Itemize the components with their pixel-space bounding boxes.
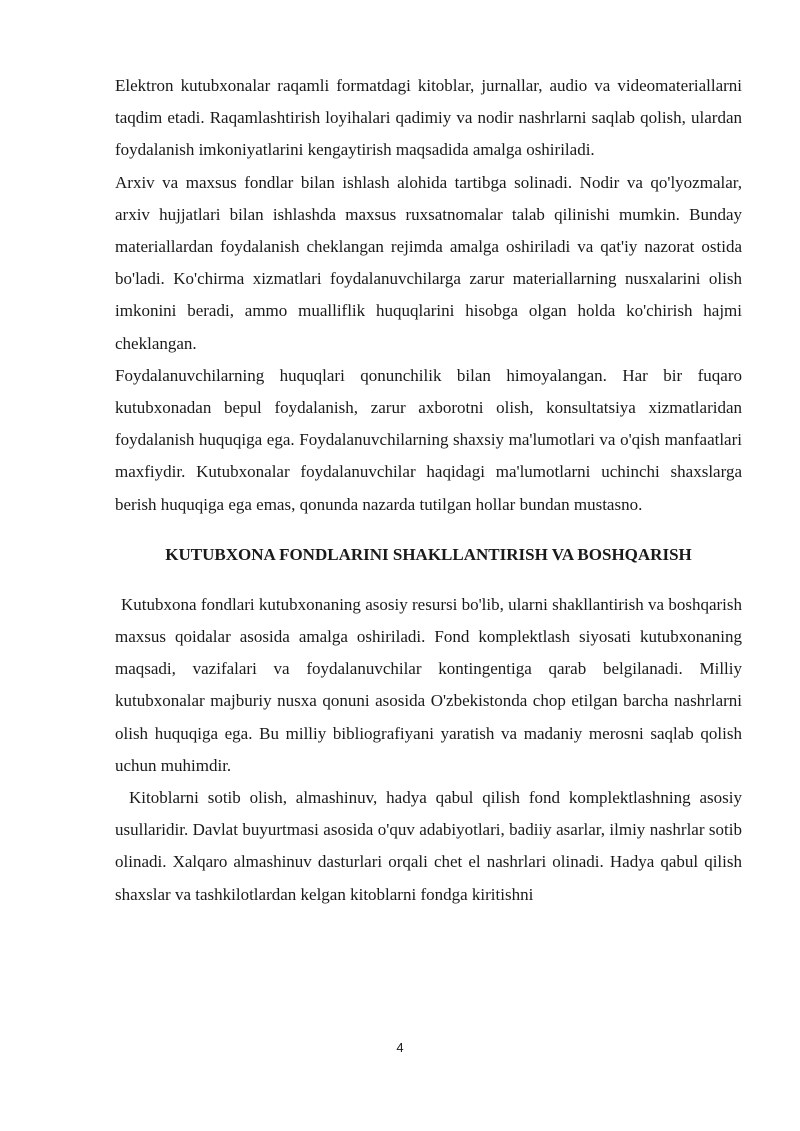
document-page	[115, 70, 742, 911]
paragraph-electronic-libraries: Elektron kutubxonalar raqamli formatdagi kitoblar, jurnallar, audio va videomateriallarni taqdim etadi. Raqamlashtirish loyihalari qadimiy va nodir nashrlarni saqlab qolish, ulardan foydalanish imkoniyatlarini kengaytirish maqsadida amalga oshiriladi.	[115, 76, 742, 160]
paragraph-archive-funds: Arxiv va maxsus fondlar bilan ishlash alohida tartibga solinadi. Nodir va qo'lyozmalar, arxiv hujjatlari bilan ishlashda maxsus ruxsatnomalar talab qilinishi mumkin. Bunday materiallardan foydalanish cheklangan rejimda amalga oshiriladi va qat'iy nazorat ostida bo'ladi. Ko'chirma xizmatlari foydalanuvchilarga zarur materiallarning nusxalarini olish imkonini beradi, ammo mualliflik huquqlarini hisobga olgan holda ko'chirish hajmi cheklangan.	[115, 172, 742, 353]
page-number: 4	[396, 1040, 404, 1055]
paragraph-user-rights: Foydalanuvchilarning huquqlari qonunchilik bilan himoyalangan. Har bir fuqaro kutubxonadan bepul foydalanish, zarur axborotni olish, konsultatsiya xizmatlaridan foydalanish huquqiga ega. Foydalanuvchilarning shaxsiy ma'lumotlari va o'qish manfaatlari maxfiydir. Kutubxonalar foydalanuvchilar haqidagi ma'lumotlarni uchinchi shaxslarga berish huquqiga ega emas, qonunda nazarda tutilgan hollar bundan mustasno.	[115, 365, 742, 514]
paragraph-acquisition-methods: Kitoblarni sotib olish, almashinuv, hadya qabul qilish fond komplektlashning asosiy usullaridir. Davlat buyurtmasi asosida o'quv adabiyotlari, badiiy asarlar, ilmiy nashrlar sotib olinadi. Xalqaro almashinuv dasturlari orqali chet el nashrlari olinadi. Hadya qabul qilish shaxslar va tashkilotlardan kelgan kitoblarni fondga kiritishni	[115, 788, 742, 904]
section-heading: KUTUBXONA FONDLARINI SHAKLLANTIRISH VA BOSHQARISH	[165, 544, 692, 564]
paragraph-fund-formation: Kutubxona fondlari kutubxonaning asosiy resursi bo'lib, ularni shakllantirish va boshqarish maxsus qoidalar asosida amalga oshiriladi. Fond komplektlash siyosati kutubxonaning maqsadi, vazifalari va foydalanuvchilar kontingentiga qarab belgilanadi. Milliy kutubxonalar majburiy nusxa qonuni asosida O'zbekistonda chop etilgan barcha nashrlarni olish huquqiga ega. Bu milliy bibliografiyani yaratish va madaniy merosni saqlab qolish uchun muhimdir.	[115, 594, 742, 775]
